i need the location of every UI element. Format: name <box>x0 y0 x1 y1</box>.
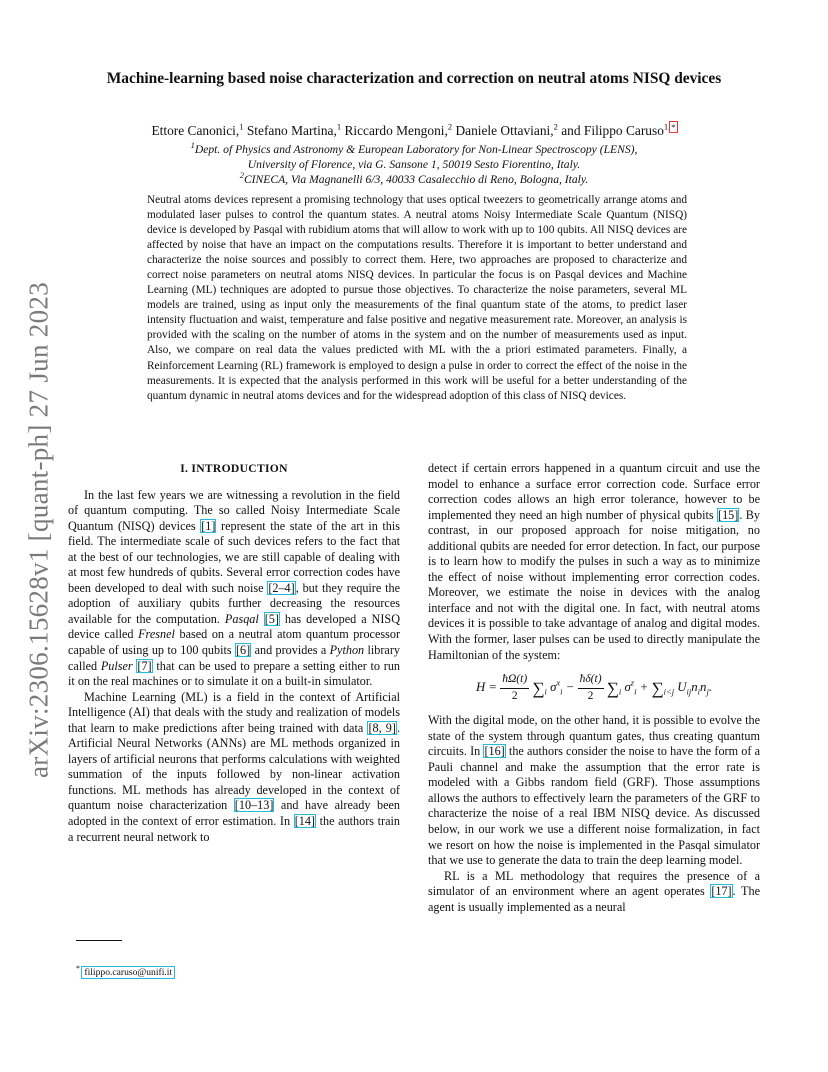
equation-fraction <box>500 672 529 704</box>
affiliation-mark: 1 <box>190 140 195 151</box>
text-run: In the last few years we are witnessing a revolution in the field of quantum computing. The so called Noisy Intermediate Scale Quantum (NISQ) devices <box>68 487 400 533</box>
text-run: With the digital mode, on the other hand, it is possible to evolve the state of the system through quantum gates, thus creating quantum circuits. In <box>428 713 760 759</box>
section-heading-introduction: I. INTRODUCTION <box>180 462 288 475</box>
arxiv-sidebar-stamp <box>14 280 64 780</box>
equation-lhs: H = <box>475 680 498 695</box>
email-link[interactable]: filippo.caruso@unifi.it <box>84 967 173 979</box>
paragraph <box>68 690 400 845</box>
operator: − <box>565 680 575 695</box>
author-name: Ettore Canonici, <box>151 123 240 138</box>
equation-end: . <box>708 680 713 695</box>
text-run: the authors train a recurrent neural network to <box>68 814 400 844</box>
affiliation-mark: 2 <box>239 170 244 181</box>
summation-sign: ∑ <box>606 679 619 699</box>
emphasis-text: Pulser <box>100 658 133 673</box>
operator: + <box>639 680 649 695</box>
emphasis-text: Fresnel <box>138 627 175 642</box>
fraction-numerator: ħδ(t) <box>578 672 604 689</box>
occupation-operator: n <box>700 680 707 695</box>
text-run: detect if certain errors happened in a quantum circuit and use the model to enhance a surface error correction code. Surface error correction codes allows an high error tolerance, however to be implemented they need an high number of physical qubits <box>428 461 760 522</box>
pauli-subscript: i <box>560 686 563 697</box>
occupation-subscript: j <box>706 686 709 697</box>
author-list <box>68 122 760 139</box>
paragraph <box>428 713 760 868</box>
author-name: and Filippo Caruso <box>561 123 664 138</box>
hamiltonian-equation <box>428 672 760 704</box>
pauli-sigma: σ <box>624 680 631 695</box>
affiliation-line: CINECA, Via Magnanelli 6/3, 40033 Casalecchio di Reno, Bologna, Italy. <box>243 173 589 186</box>
text-run: RL is a ML methodology that requires the presence of a simulator of an environment where an agent operates <box>428 868 760 899</box>
citation-link[interactable]: [1] <box>201 518 216 533</box>
affiliation-line: Dept. of Physics and Astronomy & European Laboratory for Non-Linear Spectroscopy (LENS), <box>194 143 638 156</box>
author-name: Stefano Martina, <box>246 123 337 138</box>
text-run: , but they require the adoption of auxiliary qubits further decreasing the resources available for the computation. <box>68 580 400 626</box>
citation-link[interactable]: [14] <box>294 814 315 829</box>
summation-sign: ∑ <box>651 679 664 699</box>
footnote-divider <box>76 940 122 941</box>
paragraph <box>428 869 760 916</box>
text-run: library called <box>68 643 400 673</box>
abstract: Neutral atoms devices represent a promising technology that uses optical tweezers to geometrically arrange atoms and modulated laser pulses to control the quantum states. A neutral atoms Noisy Intermediate Scale Quantum (NISQ) device is developed by Pasqal with rubidium atoms that will allow to work with up to 100 qubits. All NISQ devices are affected by noise that have an impact on the computations results. Therefore it is important to better understand and characterize the noise sources and possibly to correct them. Here, two approaches are proposed to characterize and correct noise parameters on neutral atoms NISQ devices. In particular the focus is on Pasqal devices and Machine Learning (ML) techniques are adopted to pursue those objectives. To characterize the noise parameters, several ML models are trained, using as input only the measurements of the final quantum state of the atoms, to predict laser intensity fluctuation and waist, temperature and false positive and negative measurement rate. Moreover, an analysis is provided with the scaling on the number of atoms in the system and on the number of measurements used as input. Also, we compare on real data the values predicted with ML with the a priori estimated parameters. Finally, a Reinforcement Learning (RL) framework is employed to design a pulse in order to correct the effect of the noise in the measurements. It is expected that the analysis performed in this work will be useful for a better understanding of the quantum dynamic in neutral atoms devices and for the widespread adoption of this class of NISQ devices. <box>147 194 687 402</box>
text-run: represent the state of the art in this field. The intermediate scale of such devices refers to the fact that at the best of our technologies, we are still capable of dealing with at most few hundreds of qubits. Several error correction codes have been developed to deal with such noise <box>68 518 400 595</box>
text-run: and provides a <box>251 643 330 658</box>
citation-link[interactable]: [7] <box>137 658 152 673</box>
fraction-numerator: ħΩ(t) <box>500 672 529 689</box>
text-run: and have already been adopted in the context of error estimation. In <box>68 798 400 829</box>
summation-index: i <box>544 686 547 697</box>
pauli-superscript: x <box>556 677 561 688</box>
paragraph <box>428 461 760 663</box>
equation-fraction <box>578 672 604 704</box>
paper-title: Machine-learning based noise characterization and correction on neutral atoms NISQ devices <box>106 70 722 87</box>
citation-link[interactable]: [8, 9] <box>368 720 396 735</box>
right-column <box>428 461 760 915</box>
affiliation-line: University of Florence, via G. Sansone 1, 50019 Sesto Fiorentino, Italy. <box>247 158 581 171</box>
arxiv-identifier: arXiv:2306.15628v1 [quant-ph] 27 Jun 2023 <box>23 282 54 778</box>
citation-link[interactable]: [15] <box>718 507 739 522</box>
left-column <box>68 461 400 845</box>
pauli-subscript: i <box>634 686 637 697</box>
citation-link[interactable]: [17] <box>711 884 732 899</box>
interaction-subscript: ij <box>686 686 692 697</box>
footnote <box>76 964 174 978</box>
author-affiliation-mark: 1, <box>663 121 671 132</box>
citation-link[interactable]: [2–4] <box>268 580 295 595</box>
affiliation-2 <box>68 172 760 187</box>
citation-link[interactable]: [5] <box>264 611 279 626</box>
citation-link[interactable]: [6] <box>236 643 251 658</box>
occupation-operator: n <box>691 680 698 695</box>
summation-sign: ∑ <box>532 679 545 699</box>
fraction-denominator: 2 <box>511 689 518 702</box>
text-run: . The agent is usually implemented as a neural <box>428 884 760 914</box>
text-run: that can be used to prepare a setting either to run it on the real machines or to simulate it on a built-in simulator. <box>68 658 401 689</box>
summation-index: i <box>618 686 622 697</box>
text-run: the authors consider the noise to have the form of a Pauli channel and make the assumption that the error rate is modeled with a Gibbs random field (GRF). Those assumptions allows the authors to effectively learn the parameters of the GRF to characterize the noise of a real IBM NISQ device. As discussed below, in our work we use a different noise formalization, in fact we resort on how the noise is implemented in the Pasqal simulator that we use to generate the data to train the deep learning model. <box>428 744 760 868</box>
author-name: Riccardo Mengoni, <box>344 123 448 138</box>
citation-link[interactable]: [10–13] <box>234 798 274 813</box>
affiliation-1 <box>68 142 760 172</box>
corresponding-author-footnote-link[interactable]: * <box>671 121 676 132</box>
pauli-sigma: σ <box>550 680 557 695</box>
summation-index: i<j <box>663 686 675 697</box>
text-run: Machine Learning (ML) is a field in the context of Artificial Intelligence (AI) that deals with the study and realization of models that learn to make predictions after being trained with data <box>68 689 400 735</box>
fraction-denominator: 2 <box>587 689 594 702</box>
text-run: . Artificial Neural Networks (ANNs) are ML methods organized in layers of artificial neurons that performs calculations with weighted summation of the inputs followed by non-linear activation functions. ML methods has already developed in the context of quantum noise characterization <box>68 720 400 813</box>
interaction-term: U <box>677 680 687 695</box>
citation-link[interactable]: [16] <box>484 744 505 759</box>
emphasis-text: Pasqal <box>224 611 259 626</box>
paragraph <box>68 488 400 690</box>
emphasis-text: Python <box>329 643 365 658</box>
author-affiliation-mark: 2 <box>553 121 558 132</box>
footnote-mark: * <box>76 964 80 973</box>
pauli-superscript: z <box>630 677 635 688</box>
occupation-subscript: i <box>697 686 701 697</box>
text-run: has developed a NISQ device called <box>68 611 401 642</box>
text-run: based on a neutral atom quantum processor capable of using up to 100 qubits <box>68 627 401 658</box>
author-affiliation-mark: 1 <box>336 121 342 132</box>
author-affiliation-mark: 1 <box>239 121 244 132</box>
author-affiliation-mark: 2 <box>447 121 453 132</box>
text-run: . By contrast, in our proposed approach for noise mitigation, no additional qubits are needed for error detection. In fact, our purpose is to learn how to modify the pulses in such a way as to minimize the effect of noise without implementing error correction codes. Moreover, we estimate the noise in devices with the analog interface and not with the digital one. In fact, with neutral atoms devices it is possible to take advantage of analog and digital modes. With the former, laser pulses can be used to directly manipulate the Hamiltonian of the system: <box>428 507 760 662</box>
author-name: Daniele Ottaviani, <box>455 123 554 138</box>
